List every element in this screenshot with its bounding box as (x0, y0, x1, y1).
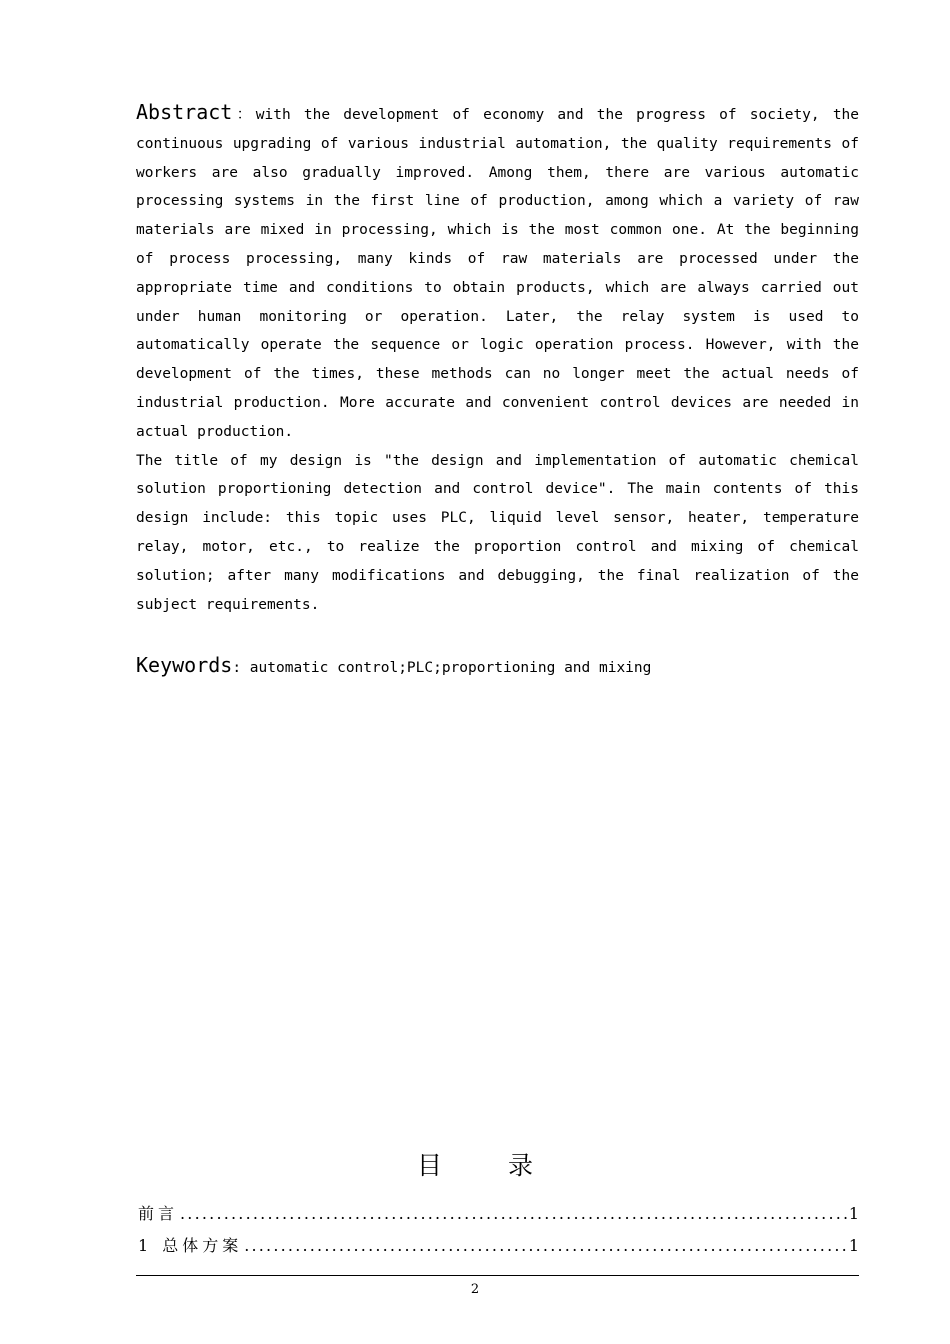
toc-entry-page: 1 (848, 1204, 859, 1223)
abstract-paragraph-2: The title of my design is "the design and implementation of automatic chemical solution proportioning detection and control device". The main contents of this design include: this topic uses PLC, liquid level sensor, heater, temperature relay, motor, etc., to realize the proportion control and mixing of chemical solution; after many modifications and debugging, the final realization of the subject requirements. (136, 452, 859, 613)
footer-divider (136, 1275, 859, 1276)
keywords-section (136, 650, 859, 683)
keywords-text: automatic control;PLC;proportioning and mixing (249, 660, 652, 676)
keywords-separator: : (232, 660, 242, 676)
toc-entry-label: 前言 (138, 1204, 179, 1223)
toc-leader-dots (180, 1203, 847, 1225)
page-number: 2 (470, 1282, 480, 1297)
abstract-section (136, 98, 859, 619)
toc-entry-page: 1 (848, 1236, 859, 1255)
keywords-label: Keywords (136, 653, 233, 677)
toc-entry[interactable] (138, 1235, 859, 1257)
abstract-paragraph-1 (136, 98, 859, 447)
toc-leader-dots (244, 1235, 847, 1257)
toc-entry[interactable] (138, 1203, 859, 1225)
toc-title: 目录 (416, 1151, 599, 1180)
abstract-separator: ： (232, 107, 256, 123)
toc-entry-number: 1 (138, 1236, 149, 1255)
abstract-label: Abstract (136, 100, 233, 124)
abstract-text-1: with the development of economy and the progress of society, the continuous upgrading of various industrial automation, the quality requirements of workers are also gradually improved. Among them, there are various automatic processing systems in the first line of production, among which a variety of raw materials are mixed in processing, which is the most common one. At the beginning of process processing, many kinds of raw materials are processed under the appropriate time and conditions to obtain products, which are always carried out under human monitoring or operation. Later, the relay system is used to automatically operate the sequence or logic operation process. However, with the development of the times, these methods can no longer meet the actual needs of industrial production. More accurate and convenient control devices are needed in actual production. (136, 107, 860, 440)
toc-entry-label: 总体方案 (162, 1236, 243, 1255)
